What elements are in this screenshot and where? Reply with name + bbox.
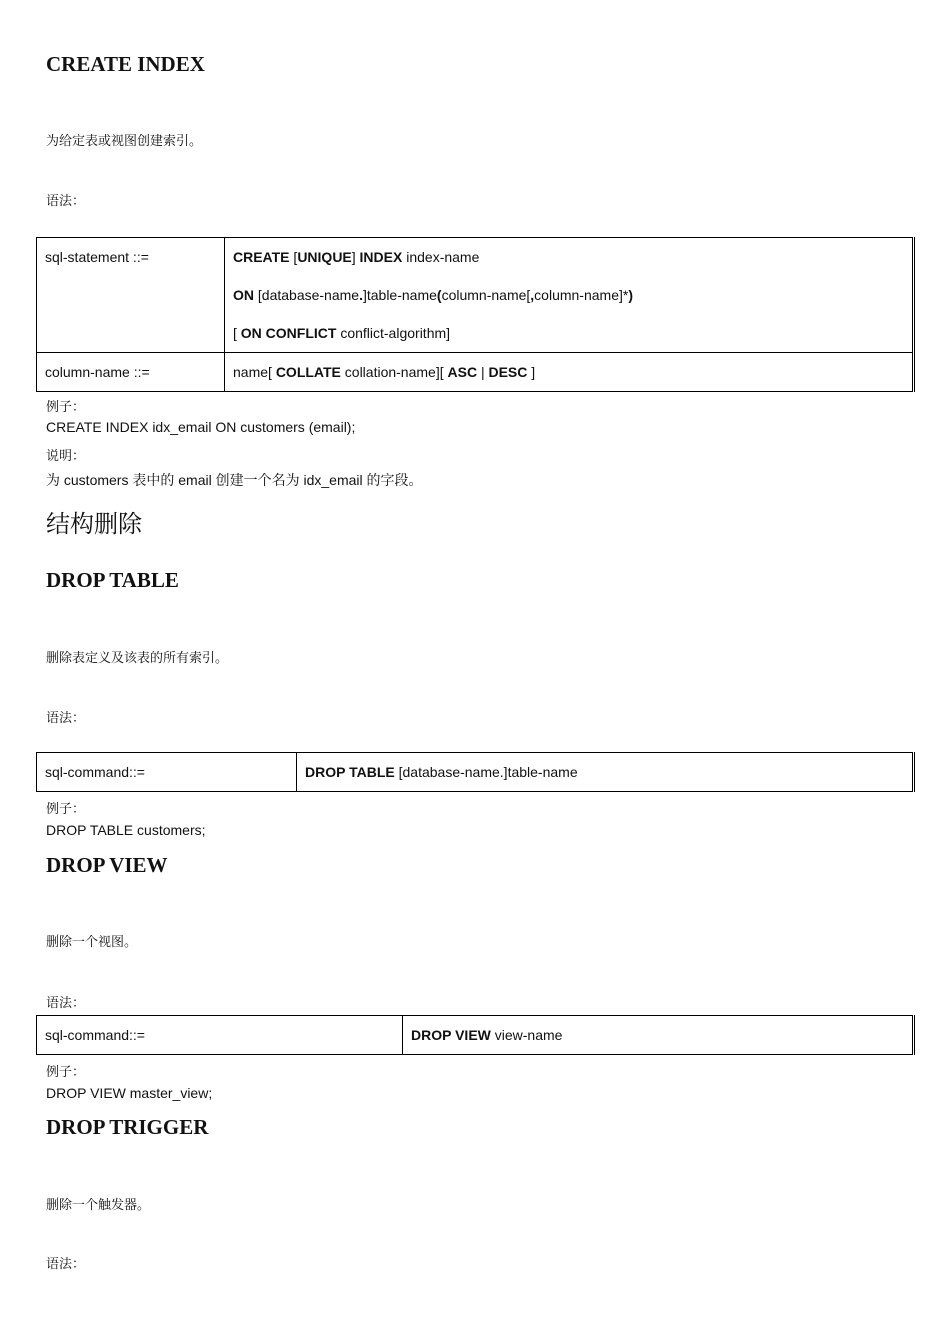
drop-table-example-label: 例子： xyxy=(46,802,86,817)
syntax-keyword: COLLATE xyxy=(275,364,341,380)
create-index-heading: CREATE INDEX xyxy=(46,52,205,76)
syntax-keyword: ON xyxy=(233,287,254,303)
drop-table-example-code: DROP TABLE customers; xyxy=(46,822,206,838)
syntax-keyword: , xyxy=(530,287,535,303)
drop-view-example-code: DROP VIEW master_view; xyxy=(46,1085,213,1101)
create-index-example-label: 例子： xyxy=(46,400,86,415)
syntax-term: sql-command::= xyxy=(45,1027,145,1043)
syntax-row xyxy=(37,1016,914,1055)
syntax-term-cell xyxy=(37,353,225,392)
syntax-text: view-name xyxy=(490,1027,563,1043)
drop-view-syntax-label: 语法： xyxy=(46,996,86,1011)
drop-trigger-description: 删除一个触发器。 xyxy=(46,1198,151,1213)
drop-table-heading: DROP TABLE xyxy=(46,568,179,592)
syntax-term-cell xyxy=(37,1016,403,1055)
syntax-text: ] xyxy=(527,364,536,380)
syntax-keyword: ( xyxy=(436,287,442,303)
syntax-line xyxy=(233,314,904,352)
syntax-row-column-name xyxy=(37,353,914,392)
syntax-text: collation-name][ xyxy=(340,364,448,380)
syntax-text: ]table-name xyxy=(362,287,437,303)
syntax-text: | xyxy=(477,364,489,380)
syntax-keyword: . xyxy=(359,287,363,303)
syntax-line xyxy=(233,276,904,314)
create-index-note-label: 说明： xyxy=(46,449,86,464)
syntax-keyword: DROP VIEW xyxy=(411,1027,491,1043)
syntax-row xyxy=(37,753,914,792)
drop-view-example-label: 例子： xyxy=(46,1065,86,1080)
syntax-text: [ xyxy=(289,249,298,265)
syntax-definition-cell xyxy=(225,353,914,392)
syntax-line xyxy=(305,753,904,791)
syntax-keyword: UNIQUE xyxy=(297,249,352,265)
syntax-line xyxy=(233,353,904,391)
create-index-syntax-label: 语法： xyxy=(46,194,86,209)
drop-trigger-heading: DROP TRIGGER xyxy=(46,1115,209,1139)
syntax-keyword: DROP TABLE xyxy=(305,764,395,780)
syntax-text: [database-name xyxy=(254,287,360,303)
syntax-text: column-name[ xyxy=(441,287,531,303)
syntax-term: column-name ::= xyxy=(45,364,150,380)
drop-table-syntax-table xyxy=(36,752,915,792)
syntax-definition-cell xyxy=(403,1016,914,1055)
syntax-text: ] xyxy=(351,249,360,265)
syntax-row-sql-statement xyxy=(37,238,914,353)
section-title: 结构删除 xyxy=(46,510,142,538)
drop-view-heading: DROP VIEW xyxy=(46,853,168,877)
syntax-text: index-name xyxy=(402,249,480,265)
syntax-term-cell xyxy=(37,753,297,792)
drop-view-syntax-table xyxy=(36,1015,915,1055)
syntax-term: sql-command::= xyxy=(45,764,145,780)
create-index-note-text: 为 customers 表中的 email 创建一个名为 idx_email 的字段。 xyxy=(46,472,423,488)
syntax-definition-cell xyxy=(225,238,914,353)
syntax-definition-cell xyxy=(297,753,914,792)
syntax-keyword: ON CONFLICT xyxy=(240,325,337,341)
syntax-text: [ xyxy=(233,325,241,341)
create-index-description: 为给定表或视图创建索引。 xyxy=(46,134,203,149)
syntax-keyword: ASC xyxy=(447,364,478,380)
syntax-term: sql-statement ::= xyxy=(45,249,149,265)
drop-view-description: 删除一个视图。 xyxy=(46,935,138,950)
syntax-text: column-name]* xyxy=(534,287,629,303)
syntax-keyword: CREATE xyxy=(233,249,290,265)
syntax-term-cell xyxy=(37,238,225,353)
create-index-syntax-table xyxy=(36,237,915,392)
syntax-keyword: DESC xyxy=(488,364,528,380)
drop-trigger-syntax-label: 语法： xyxy=(46,1257,86,1272)
syntax-keyword: ) xyxy=(628,287,633,303)
syntax-text: name[ xyxy=(233,364,276,380)
create-index-example-code: CREATE INDEX idx_email ON customers (email); xyxy=(46,419,356,435)
drop-table-description: 删除表定义及该表的所有索引。 xyxy=(46,651,229,666)
syntax-text: conflict-algorithm] xyxy=(336,325,451,341)
syntax-line xyxy=(411,1016,904,1054)
drop-table-syntax-label: 语法： xyxy=(46,711,86,726)
syntax-text: [database-name.]table-name xyxy=(394,764,578,780)
syntax-keyword: INDEX xyxy=(359,249,403,265)
syntax-line xyxy=(233,238,904,276)
